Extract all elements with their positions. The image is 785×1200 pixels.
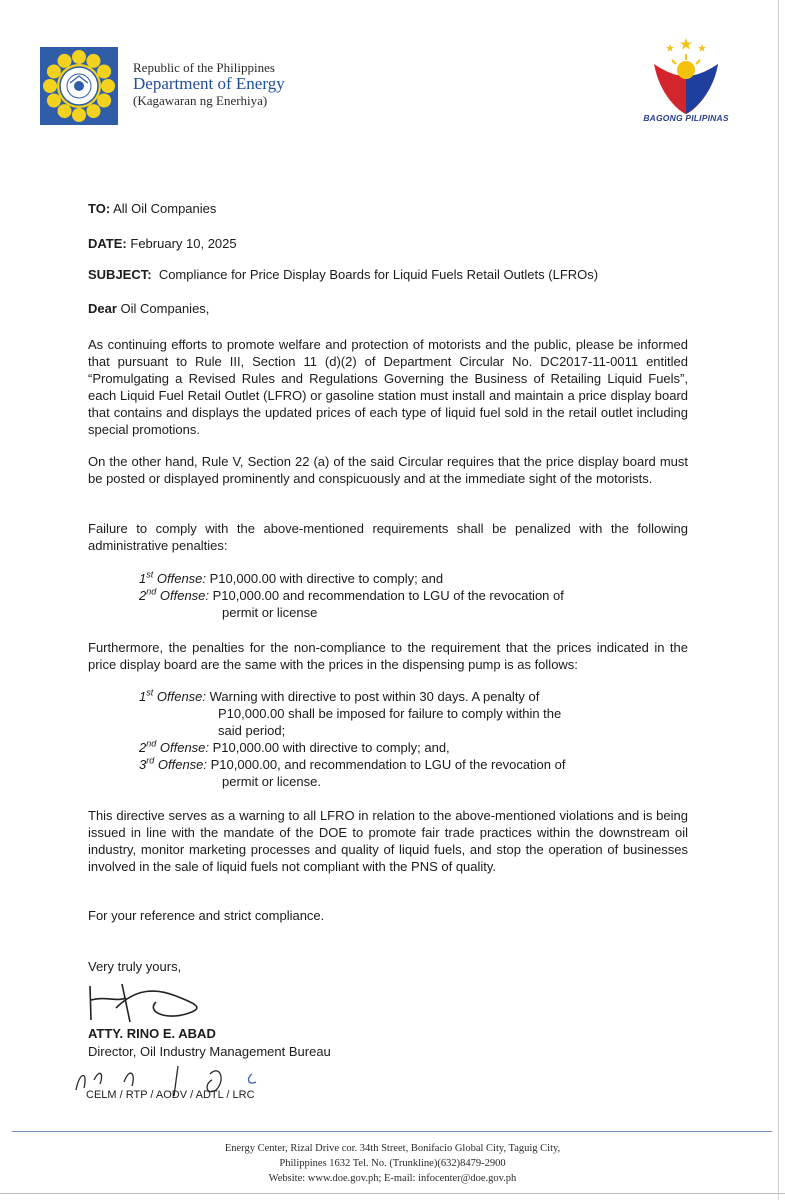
- subject-value: Compliance for Price Display Boards for Liquid Fuels Retail Outlets (LFROs): [158, 267, 599, 282]
- offense-label: 3rd Offense:: [139, 755, 208, 772]
- signature-scribble: [86, 978, 226, 1028]
- offense-text-continued: permit or license: [222, 605, 318, 620]
- paragraph-2: On the other hand, Rule V, Section 22 (a) of the said Circular requires that the price display board must be posted or displayed prominently and conspicuously and at the immediate sight of the motorists.: [88, 454, 688, 486]
- footer: [0, 1141, 785, 1186]
- salutation-addressee: Oil Companies,: [120, 301, 210, 316]
- salutation: [88, 300, 209, 317]
- offense-label: 2nd Offense:: [139, 586, 210, 603]
- to-label: TO:: [88, 201, 111, 216]
- paragraph-3: Failure to comply with the above-mentioned requirements shall be penalized with the following administrative penalties:: [88, 521, 688, 553]
- offense-text-continued: said period;: [218, 723, 286, 738]
- page-edge: [0, 1193, 785, 1194]
- offense-label: 1st Offense:: [139, 687, 207, 704]
- letterhead: [133, 61, 285, 108]
- offense-text: P10,000.00, and recommendation to LGU of the revocation of: [210, 757, 566, 772]
- kagawaran-text: (Kagawaran ng Enerhiya): [133, 92, 268, 108]
- subject-line: [88, 266, 598, 283]
- offense-text: P10,000.00 with directive to comply; and: [209, 571, 444, 586]
- bagong-pilipinas-text: BAGONG PILIPINAS: [643, 113, 729, 123]
- offense-item: [139, 570, 443, 587]
- offense-item: [139, 756, 565, 773]
- footer-rule: [12, 1131, 772, 1132]
- to-value: All Oil Companies: [113, 201, 217, 216]
- footer-contact-line: Website: www.doe.gov.ph; E-mail: infocenter@doe.gov.ph: [268, 1173, 517, 1184]
- offense-text-continued: P10,000.00 shall be imposed for failure to comply within the: [218, 706, 562, 721]
- offense-label: 1st Offense:: [139, 569, 207, 586]
- footer-phone-line: Philippines 1632 Tel. No. (Trunkline)(632)8479-2900: [279, 1158, 506, 1169]
- offense-item: [139, 739, 450, 756]
- subject-label: SUBJECT:: [88, 267, 152, 282]
- offense-text: P10,000.00 and recommendation to LGU of the revocation of: [212, 588, 564, 603]
- doe-seal-logo: [40, 47, 118, 125]
- initials-line: CELM / RTP / AODV / ADTL / LRC: [86, 1089, 255, 1101]
- offense-text: Warning with directive to post within 30 days. A penalty of: [209, 689, 540, 704]
- date-line: [88, 235, 237, 252]
- valediction: Very truly yours,: [88, 959, 182, 974]
- salutation-dear: Dear: [88, 301, 117, 316]
- offense-item: [139, 688, 539, 705]
- offense-text: P10,000.00 with directive to comply; and,: [212, 740, 450, 755]
- page-edge: [778, 0, 779, 1200]
- signatory-name: ATTY. RINO E. ABAD: [88, 1026, 216, 1041]
- offense-item: [139, 587, 564, 604]
- paragraph-6: For your reference and strict compliance.: [88, 908, 325, 923]
- paragraph-1: As continuing efforts to promote welfare and protection of motorists and the public, please be informed that pursuant to Rule III, Section 11 (d)(2) of Department Circular No. DC2017-11-0011 entitled “Promulgating a Revised Rules and Regulations Governing the Business of Retailing Liquid Fuels”, each Liquid Fuel Retail Outlet (LFRO) or gasoline station must install and maintain a price display board that contains and displays the updated prices of each type of liquid fuel sold in the retail outlet including special promotions.: [88, 337, 688, 437]
- signatory-title: Director, Oil Industry Management Bureau: [88, 1044, 331, 1059]
- offense-text-continued: permit or license.: [222, 774, 321, 789]
- paragraph-4: Furthermore, the penalties for the non-compliance to the requirement that the prices indicated in the price display board are the same with the prices in the dispensing pump is as follows:: [88, 640, 688, 672]
- paragraph-5: This directive serves as a warning to all LFRO in relation to the above-mentioned violations and is being issued in line with the mandate of the DOE to promote fair trade practices within the downstream oil industry, monitor marketing processes and quality of liquid fuels, and stop the operation of businesses involved in the sale of liquid fuels not compliant with the PNS of quality.: [88, 808, 688, 874]
- to-line: [88, 200, 216, 217]
- date-value: February 10, 2025: [130, 236, 237, 251]
- footer-address-line: Energy Center, Rizal Drive cor. 34th Street, Bonifacio Global City, Taguig City,: [224, 1143, 561, 1154]
- date-label: DATE:: [88, 236, 127, 251]
- offense-label: 2nd Offense:: [139, 738, 210, 755]
- department-name: Department of Energy: [133, 74, 285, 94]
- republic-text: Republic of the Philippines: [133, 60, 275, 75]
